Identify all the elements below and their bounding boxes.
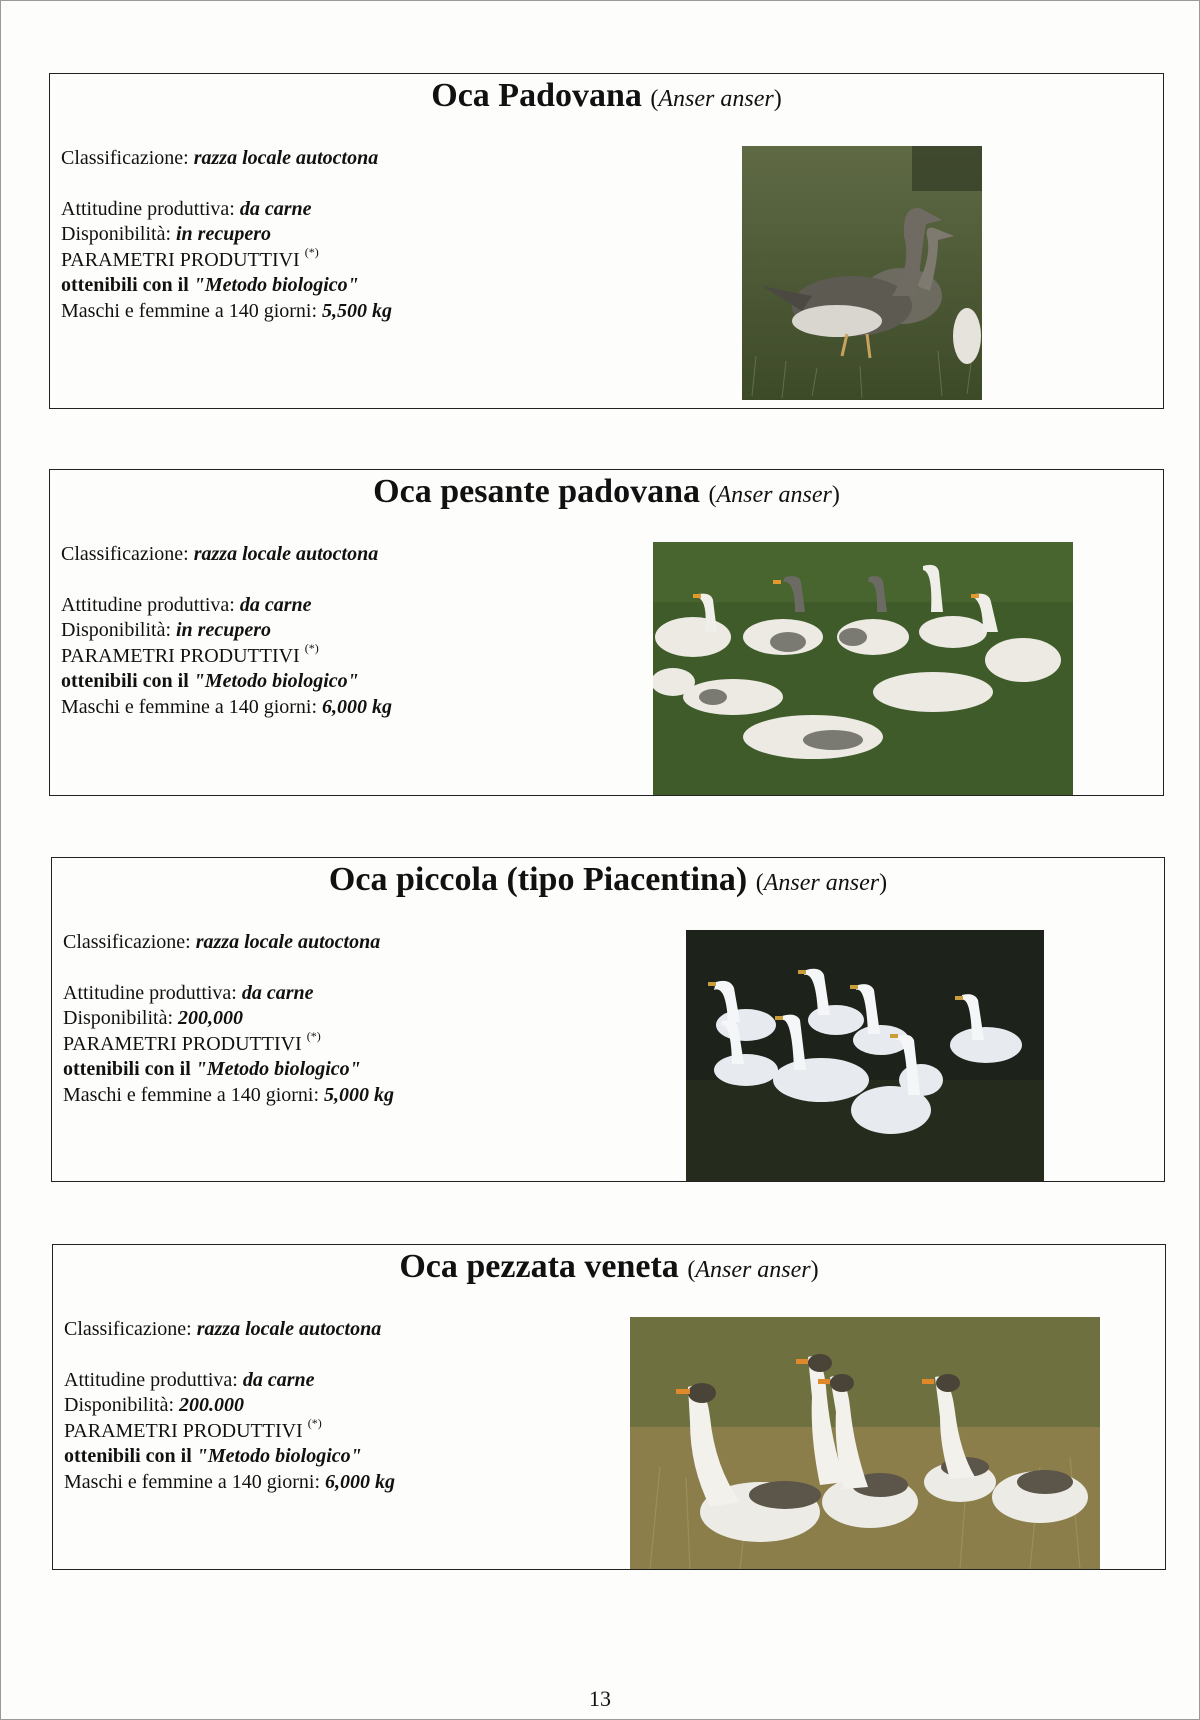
breed-card-pesante-padovana (49, 469, 1164, 796)
metodo-line: ottenibili con il "Metodo biologico" (63, 1058, 361, 1080)
card-title (52, 860, 1164, 903)
breed-name: Oca pezzata veneta (399, 1248, 679, 1285)
latin-name: (Anser anser) (708, 482, 840, 508)
attitudine-line: Attitudine produttiva: da carne (61, 593, 312, 616)
classificazione-line: Classificazione: razza locale autoctona (61, 147, 379, 169)
classificazione-line: Classificazione: razza locale autoctona (61, 543, 379, 565)
latin-name: (Anser anser) (687, 1257, 819, 1283)
card-title (50, 472, 1163, 515)
peso-line: Maschi e femmine a 140 giorni: 5,000 kg (63, 1083, 395, 1106)
disponibilita-line: Disponibilità: 200.000 (64, 1394, 244, 1416)
card-title (50, 76, 1163, 119)
attitudine-line: Attitudine produttiva: da carne (61, 197, 312, 220)
goose-flock-photo (653, 542, 1073, 795)
breed-name: Oca Padovana (431, 77, 642, 114)
breed-card-padovana (49, 73, 1164, 409)
classificazione-line: Classificazione: razza locale autoctona (63, 931, 381, 953)
disponibilita-line: Disponibilità: 200,000 (63, 1007, 243, 1029)
classificazione-line: Classificazione: razza locale autoctona (64, 1318, 382, 1340)
metodo-line: ottenibili con il "Metodo biologico" (61, 670, 359, 692)
peso-line: Maschi e femmine a 140 giorni: 6,000 kg (64, 1470, 396, 1493)
attitudine-line: Attitudine produttiva: da carne (63, 981, 314, 1004)
card-title (53, 1247, 1165, 1290)
attitudine-line: Attitudine produttiva: da carne (64, 1368, 315, 1391)
breed-name: Oca piccola (tipo Piacentina) (328, 861, 748, 898)
breed-name: Oca pesante padovana (373, 473, 700, 510)
parametri-line: PARAMETRI PRODUTTIVI (*) (61, 244, 319, 271)
breed-info (63, 930, 394, 1108)
page-number: 13 (589, 1686, 611, 1711)
peso-line: Maschi e femmine a 140 giorni: 5,500 kg (61, 299, 393, 322)
pied-geese-photo (630, 1317, 1100, 1569)
goose-photo (742, 146, 982, 400)
breed-info (64, 1317, 395, 1495)
breed-info (61, 146, 392, 324)
disponibilita-line: Disponibilità: in recupero (61, 619, 271, 641)
metodo-line: ottenibili con il "Metodo biologico" (61, 274, 359, 296)
breed-card-piccola (51, 857, 1165, 1182)
breed-info (61, 542, 392, 720)
latin-name: (Anser anser) (755, 870, 888, 896)
peso-line: Maschi e femmine a 140 giorni: 6,000 kg (61, 695, 393, 718)
parametri-line: PARAMETRI PRODUTTIVI (*) (63, 1028, 321, 1055)
disponibilita-line: Disponibilità: in recupero (61, 223, 271, 245)
parametri-line: PARAMETRI PRODUTTIVI (*) (64, 1415, 322, 1442)
parametri-line: PARAMETRI PRODUTTIVI (*) (61, 640, 319, 667)
white-geese-photo (686, 930, 1044, 1181)
breed-card-pezzata-veneta (52, 1244, 1166, 1570)
latin-name: (Anser anser) (650, 86, 782, 112)
metodo-line: ottenibili con il "Metodo biologico" (64, 1445, 362, 1467)
